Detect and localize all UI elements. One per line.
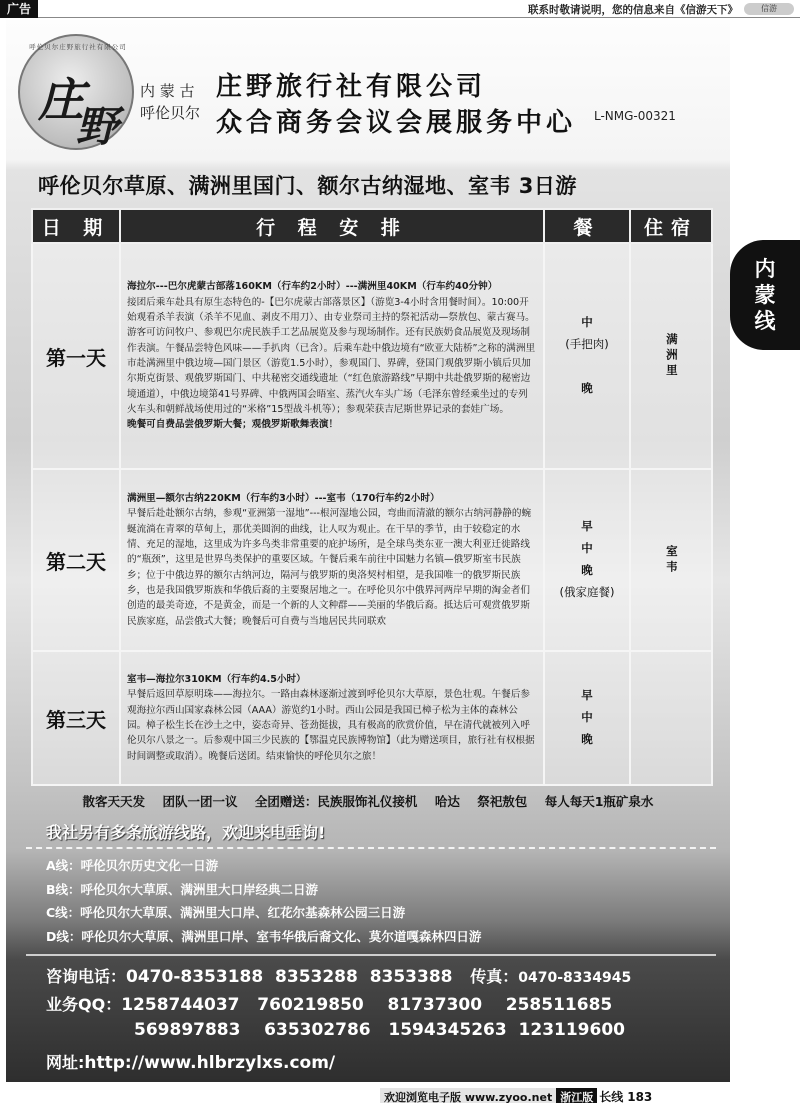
phone-number: 8353288 (275, 967, 358, 987)
lodging-name: 室韦 (664, 544, 679, 576)
region-tab (730, 240, 800, 350)
company-name: 庄野旅行社有限公司 (216, 72, 487, 102)
tour-title: 呼伦贝尔草原、满洲里国门、额尔古纳湿地、室韦 3日游 (38, 174, 577, 198)
top-bar (0, 0, 800, 18)
table-row (32, 243, 712, 469)
qq-number: 258511685 (505, 995, 613, 1015)
route-option: C线：呼伦贝尔大草原、满洲里大口岸、红花尔基森林公园三日游 (46, 905, 406, 920)
region-tab-char: 内 (754, 257, 776, 281)
qq-number: 569897883 (134, 1020, 241, 1040)
meal-item (545, 356, 629, 378)
table-row (32, 469, 712, 651)
included-extras (6, 792, 730, 810)
route-option: B线：呼伦贝尔大草原、满洲里大口岸经典二日游 (46, 882, 319, 897)
meal-item: 中 (581, 541, 593, 556)
day-label: 第二天 (32, 469, 120, 651)
day-detail (120, 469, 544, 651)
route-option: D线：呼伦贝尔大草原、满洲里口岸、室韦华俄后裔文化、莫尔道嘎森林四日游 (46, 929, 482, 944)
qq-number: 1594345263 (388, 1020, 507, 1040)
day-description: 早餐后赴赴额尔古纳，参观“亚洲第一湿地”---根河湿地公园，弯曲而清澈的额尔古纳河静静的蜿蜒流淌在青翠的草甸上，那优美圆润的曲线，让人叹为观止。在干旱的季节，由于较稳定的水情、充足的湿地，这里成为许多鸟类非常重要的庇护场所，是全球鸟类东亚一澳大利亚迁徙路线的“瓶颈”，这里是世界鸟类保护的重要区域。午餐后乘车前往中国魅力名镇—俄罗斯室韦民族乡；位于中俄边界的额尔古纳河边，隔河与俄罗斯的奥洛契村相望，是我国唯一的俄罗斯民族乡，也是我国俄罗斯族和华俄后裔的主要聚居地之一。在呼伦贝尔中俄界河两岸早期的淘金者们创造的最美奇迹，不是黄金，而是一个新的人文种群——美丽的华俄后裔。抵达后可观赏俄罗斯民族家庭，品尝俄式大餐；晚餐后可自费与当地居民共同联欢 (127, 508, 532, 627)
meal-item: 晚 (581, 731, 593, 746)
day-meals (544, 651, 630, 785)
meal-item: (手把肉) (565, 337, 609, 352)
day-route-heading: 海拉尔---巴尔虎蒙古部落160KM（行车约2小时）---满洲里40KM（行车约40分钟） (127, 281, 498, 293)
source-note: 联系时敬请说明，您的信息来自《信游天下》 (528, 4, 738, 16)
meal-item: (俄家庭餐) (559, 584, 615, 599)
agency-logo (18, 34, 134, 150)
location-city: 呼伦贝尔 (140, 104, 201, 122)
extra-item: 祭祀敖包 (477, 794, 528, 809)
fax-label: 传真： (470, 967, 519, 986)
ad-poster (6, 20, 730, 1082)
website-label: 网址: (46, 1053, 85, 1072)
company-subtitle: 众合商务会议会展服务中心 (216, 108, 577, 138)
meal-item: 中 (581, 710, 593, 725)
day-lodging (630, 469, 712, 651)
day-label: 第一天 (32, 243, 120, 469)
magazine-logo: 信游 (744, 3, 794, 15)
day-route-heading: 满洲里—额尔古纳220KM（行车约3小时）---室韦（170行车约2小时） (127, 492, 440, 504)
qq-number: 81737300 (387, 995, 483, 1015)
day-lodging (630, 243, 712, 469)
meal-item: 早 (581, 519, 593, 534)
extra-item: 全团赠送：民族服饰礼仪接机 (254, 794, 418, 809)
logo-char-ye: 野 (76, 102, 119, 151)
footer-edition: 浙江版 (556, 1088, 597, 1103)
day-route-heading: 室韦—海拉尔310KM（行车约4.5小时） (127, 673, 306, 685)
itinerary-table (31, 208, 713, 786)
qq-row (134, 1020, 625, 1040)
extra-item: 团队一团一议 (162, 794, 238, 809)
phone-number: 0470-8353188 (126, 967, 264, 987)
footer-section: 长线 (599, 1090, 624, 1103)
qq-number: 760219850 (257, 995, 364, 1015)
divider (26, 847, 716, 849)
more-routes-title: 我社另有多条旅游线路，欢迎来电垂询! (46, 823, 326, 842)
day-description: 接团后乘车赴具有原生态特色的-【巴尔虎蒙古部落景区】（游览3-4小时含用餐时间）。10:00开始观看杀羊表演（杀羊不见血、剥皮不用刀）、由专业祭司主持的祭祀活动—祭敖包、蒙古赛马。游客可访问牧户、参观巴尔虎民族手工艺品展览及参与现场制作。还有民族奶食品展览及现场制作表演。午餐品尝特色风味——手扒肉（已含）。后乘车赴中俄边境有“欧亚大陆桥”之称的满洲里市赴满洲里中俄边境—国门景区（游览1.5小时），参观国门、界碑，登国门观俄罗斯小镇后贝加尔斯克街景、观俄罗斯国门、中共秘密交通线遗址（“红色旅游路线”早期中共赴俄罗斯的秘密边境通道），中俄边境第41号界碑、中俄两国会晤室、蒸汽火车头广场（毛泽东曾经乘坐过的专列火车头和朝鲜战场使用过的“米格”15型战斗机等）；参观荣获吉尼斯世界记录的套娃广场。 (127, 296, 536, 416)
route-option: A线：呼伦贝尔历史文化一日游 (46, 858, 219, 873)
website-url[interactable]: http://www.hlbrzylxs.com/ (84, 1053, 336, 1073)
logo-ring-text: 呼伦贝尔庄野旅行社有限公司 (29, 43, 127, 51)
divider (26, 954, 716, 956)
fax-number: 0470-8334945 (518, 970, 632, 986)
region-tab-char: 线 (754, 309, 776, 333)
day-description: 早餐后返回草原明珠——海拉尔。一路由森林逐渐过渡到呼伦贝尔大草原，景色壮观。午餐后参观海拉尔西山国家森林公园（AAA）游览约1小时。西山公园是我国已樟子松为主体的森林公园。樟子松生长在沙土之中，姿态奇异、苍劲挺拔，具有极高的欣赏价值，早在清代就被列入呼伦贝尔八景之一。后参观中国三少民族的【鄂温克民族博物馆】（此为赠送项目，旅行社有权根据时间调整或取消）。晚餐后送团。结束愉快的呼伦贝尔之旅！ (127, 689, 535, 762)
page-number: 183 (627, 1090, 653, 1103)
qq-number: 123119600 (518, 1020, 625, 1040)
day-lodging (630, 651, 712, 785)
extra-item: 每人每天1瓶矿泉水 (544, 794, 654, 809)
qq-number: 635302786 (264, 1020, 371, 1040)
lodging-name: 满洲里 (664, 332, 679, 380)
itinerary-header-row (32, 209, 712, 243)
extra-item: 哈达 (434, 794, 460, 809)
phone-row (46, 964, 631, 987)
day-meals (544, 469, 630, 651)
meal-item: 晚 (581, 380, 593, 395)
extra-item: 散客天天发 (82, 794, 146, 809)
logo-char-zhuang: 庄 (38, 73, 84, 127)
day-highlight: 晚餐可自费品尝俄罗斯大餐；观俄罗斯歌舞表演！ (127, 419, 339, 431)
qq-row (46, 992, 612, 1015)
day-detail (120, 651, 544, 785)
region-tab-char: 蒙 (754, 283, 776, 307)
website-row (46, 1050, 335, 1073)
qq-label: 业务QQ： (46, 995, 122, 1014)
day-detail (120, 243, 544, 469)
header-schedule: 行 程 安 排 (120, 209, 544, 243)
phone-label: 咨询电话： (46, 967, 127, 986)
phone-number: 8353388 (369, 967, 453, 987)
day-label: 第三天 (32, 651, 120, 785)
meal-item: 中 (581, 315, 593, 330)
qq-number: 1258744037 (121, 995, 240, 1015)
location-region: 内 蒙 古 (140, 82, 195, 100)
header-lodging: 住宿 (630, 209, 712, 243)
page-footer (380, 1087, 654, 1103)
day-meals (544, 243, 630, 469)
ad-label: 广告 (0, 0, 38, 18)
meal-item: 晚 (581, 563, 593, 577)
header-meals: 餐 (544, 209, 630, 243)
footer-welcome: 欢迎浏览电子版 www.zyoo.net (380, 1088, 556, 1103)
table-row (32, 651, 712, 785)
meal-item: 早 (581, 688, 593, 703)
header-date: 日 期 (32, 209, 120, 243)
license-number: L-NMG-00321 (594, 109, 676, 123)
